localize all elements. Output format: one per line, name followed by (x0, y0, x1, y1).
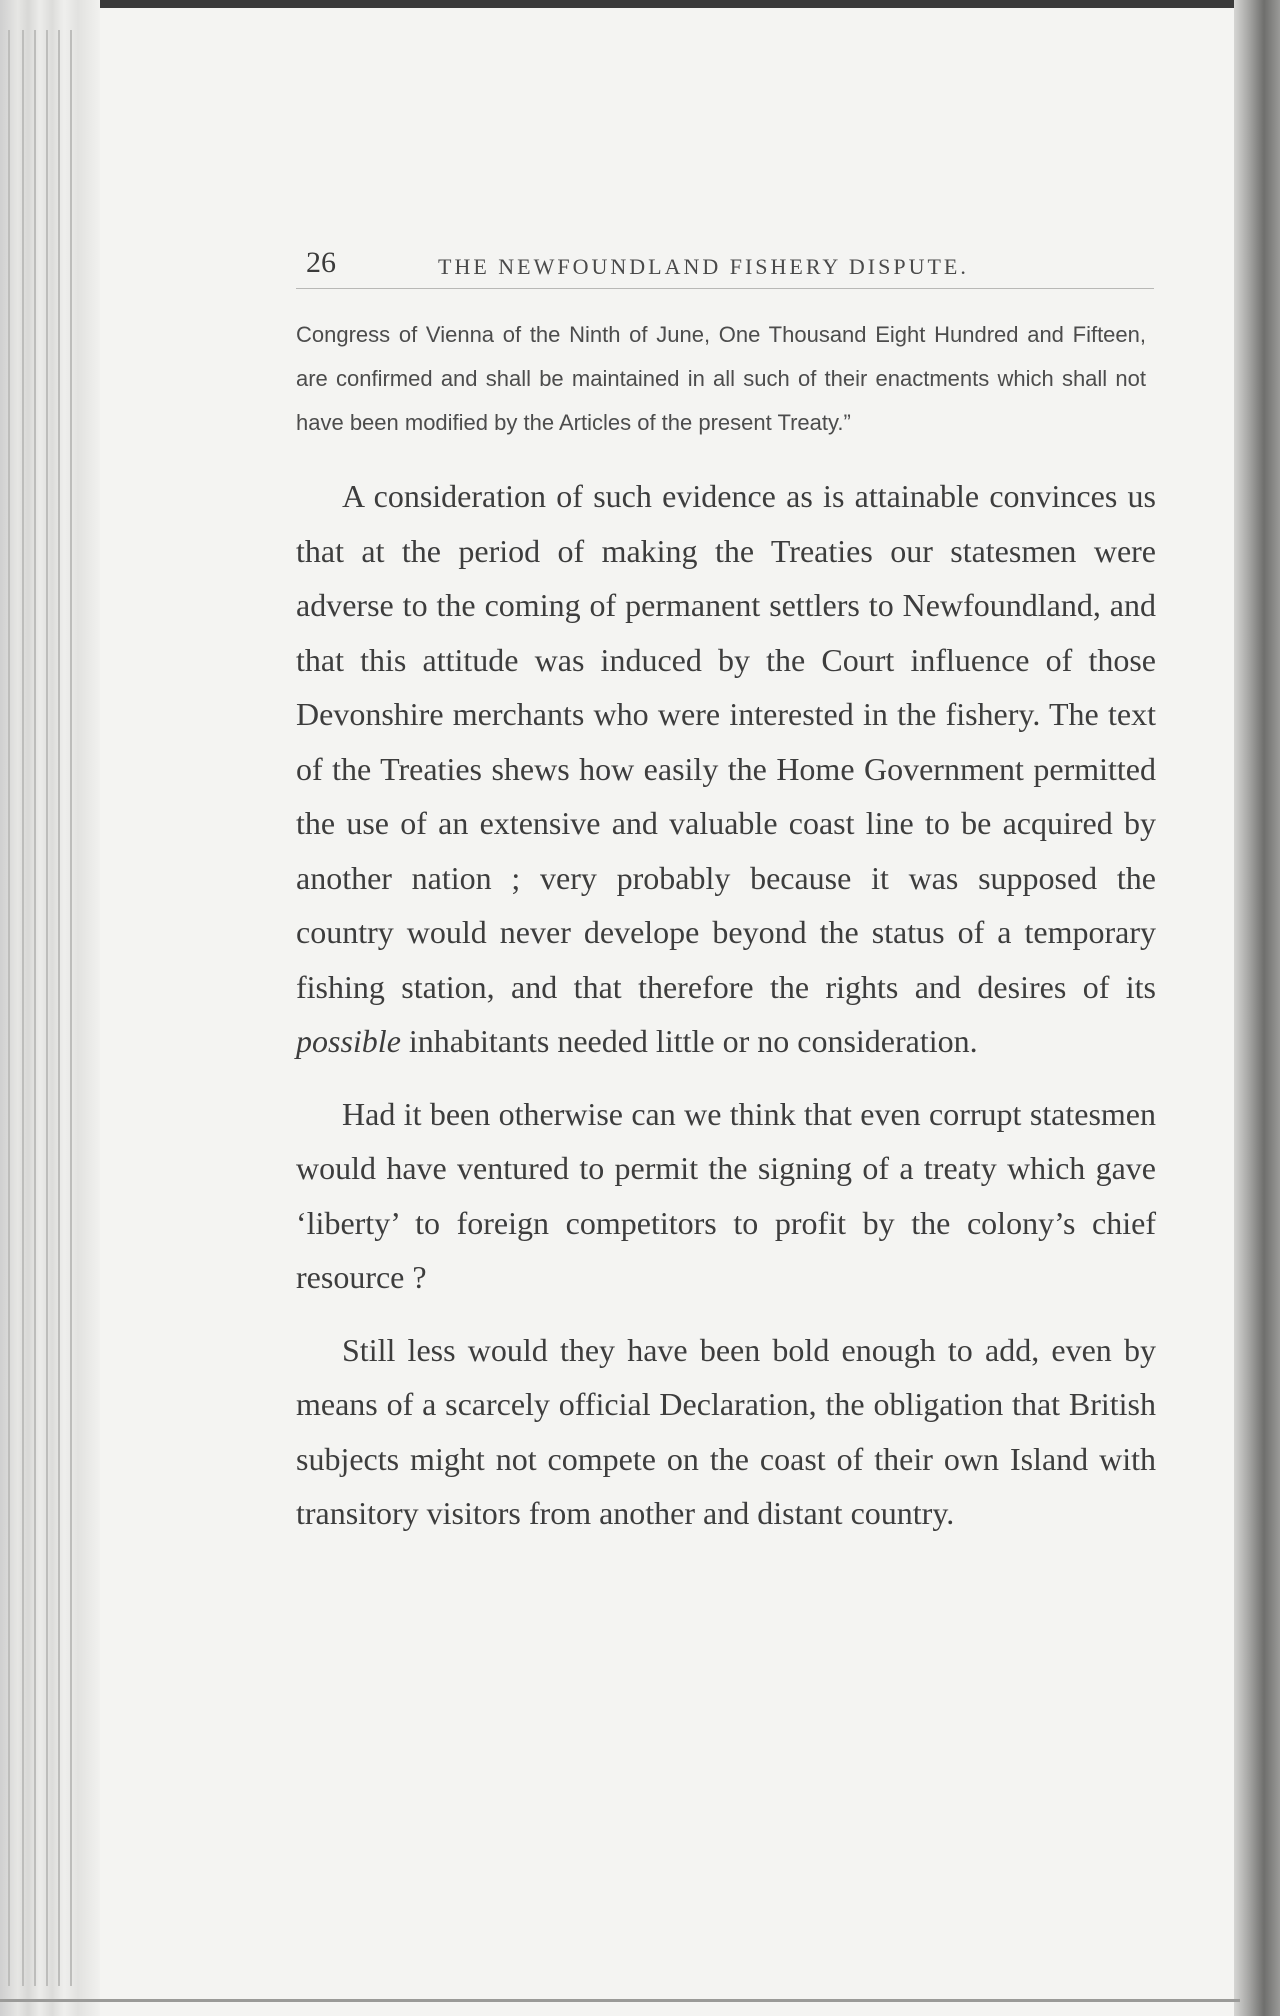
paragraph-1 (296, 469, 1156, 1069)
running-head (296, 230, 1156, 280)
paragraph-1-italic: possible (296, 1023, 401, 1059)
book-page-edges (0, 0, 100, 2016)
header-rule (296, 288, 1154, 289)
quoted-treaty-text: Congress of Vienna of the Ninth of June, One Thousand Eight Hundred and Fifteen, are confirmed and shall be maintained in all such of their enactments which shall not have been modified by the Articles of the present Treaty.” (296, 322, 1146, 435)
paragraph-1-text-a: A consideration of such evidence as is attainable convinces us that at the period of making the Treaties our statesmen were adverse to the coming of permanent settlers to Newfoundland, and that this attitude was induced by the Court influence of those Devonshire merchants who were interested in the fishery. The text of the Treaties shews how easily the Home Government permitted the use of an extensive and valuable coast line to be acquired by another nation ; very probably because it was supposed the country would never develope beyond the status of a temporary fishing station, and that therefore the rights and desires of its (296, 478, 1156, 1005)
scan-bottom-edge (0, 1999, 1240, 2002)
book-page (296, 230, 1156, 1541)
paragraph-1-text-b: inhabitants needed little or no consideration. (408, 1023, 978, 1059)
paragraph-2: Had it been otherwise can we think that even corrupt statesmen would have ventured to permit the signing of a treaty which gave ‘liberty’ to foreign competitors to profit by the colony’s chief resource ? (296, 1095, 1156, 1295)
running-title: THE NEWFOUNDLAND FISHERY DISPUTE. (438, 254, 969, 279)
scan-top-edge (0, 0, 1280, 8)
scan-right-edge (1234, 0, 1280, 2016)
paragraph-3: Still less would they have been bold enough to add, even by means of a scarcely official Declaration, the obligation that British subjects might not compete on the coast of their own Island with transitory visitors from another and distant country. (296, 1331, 1156, 1531)
page-number: 26 (306, 246, 336, 279)
